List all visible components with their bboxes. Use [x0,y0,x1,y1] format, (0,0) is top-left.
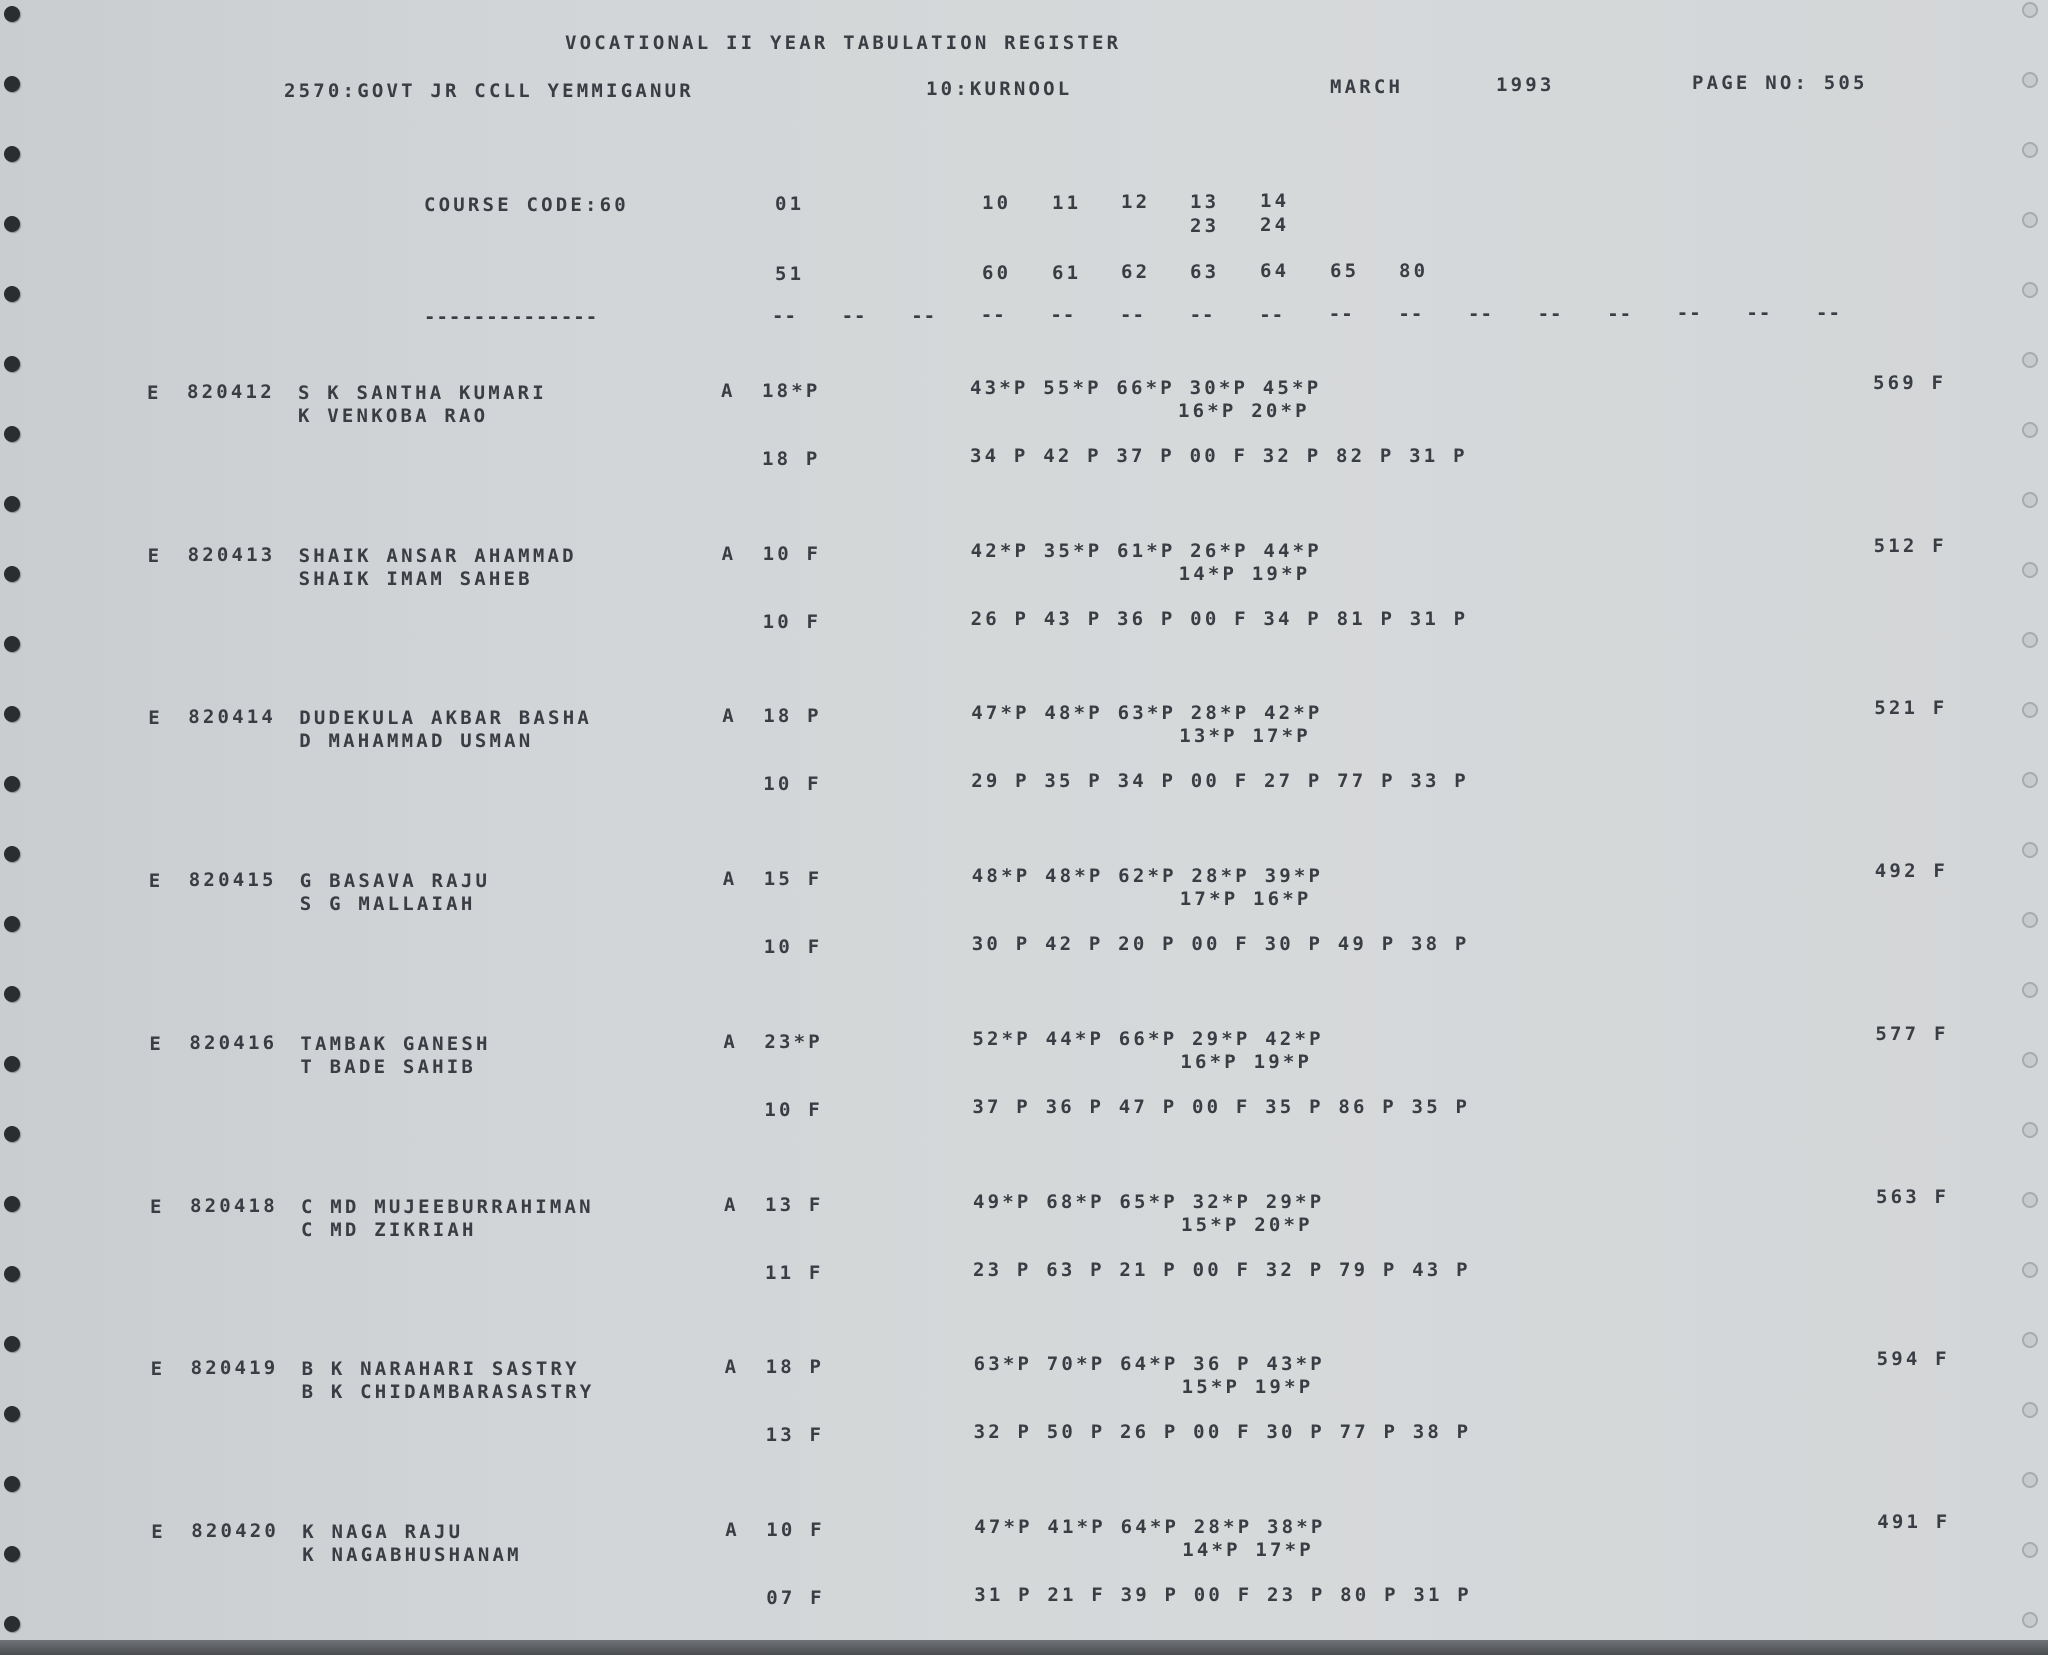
group-code: A [721,542,737,565]
feed-hole [4,6,20,22]
name-column-rule: -------------- [424,306,599,328]
father-name: K VENKOBA RAO [298,405,489,427]
father-name: SHAIK IMAM SAHEB [298,567,533,590]
feed-hole [4,776,20,792]
exam-flag: E [150,1358,166,1381]
second-year-mark: 07 F [766,1586,825,1609]
feed-hole [4,426,20,442]
col-code: 12 [1121,191,1151,213]
col-code: 80 [1399,260,1429,282]
feed-hole [2022,422,2038,438]
feed-hole [4,1476,20,1492]
col-code: 62 [1121,261,1151,283]
hall-ticket-number: 820413 [187,543,276,566]
feed-hole [2022,702,2038,718]
feed-hole [2022,352,2038,368]
student-name: G BASAVA RAJU [299,870,491,893]
father-name: S G MALLAIAH [299,893,476,916]
exam-month: MARCH [1330,76,1404,98]
feed-hole [4,1616,20,1632]
hall-ticket-number: 820416 [189,1031,278,1054]
feed-hole [2022,1472,2038,1488]
feed-hole [2022,1122,2038,1138]
column-rule: -- [1120,304,1145,326]
subject-marks: 43*P 55*P 66*P 30*P 45*P [970,377,1322,399]
feed-hole [4,356,20,372]
exam-flag: E [150,1195,165,1218]
practical-marks: 37 P 36 P 47 P 00 F 35 P 86 P 35 P [972,1095,1471,1118]
feed-hole [4,846,20,862]
feed-hole [4,1196,20,1212]
practical-marks: 31 P 21 F 39 P 00 F 23 P 80 P 31 P [974,1583,1472,1606]
practical-marks: 26 P 43 P 36 P 00 F 34 P 81 P 31 P [970,607,1469,630]
tractor-feed-holes-right [2010,0,2040,1640]
total-result: 569 F [1873,372,1947,394]
practical-marks: 29 P 35 P 34 P 00 F 27 P 77 P 33 P [971,770,1469,793]
feed-hole [4,916,20,932]
first-year-mark: 23*P [764,1030,823,1053]
feed-hole [2022,1612,2038,1628]
subject-marks: 47*P 48*P 63*P 28*P 42*P [971,702,1323,725]
first-year-mark: 18 P [765,1356,825,1379]
first-year-mark: 10 F [766,1518,825,1541]
father-name: C MD ZIKRIAH [301,1218,477,1241]
feed-hole [2022,2,2038,18]
subject-marks-sub: 14*P 19*P [1178,562,1311,585]
feed-hole [4,566,20,582]
feed-hole [2022,632,2038,648]
feed-hole [4,1266,20,1282]
practical-marks: 34 P 42 P 37 P 00 F 32 P 82 P 31 P [970,445,1468,467]
hall-ticket-number: 820418 [190,1194,278,1217]
second-year-mark: 10 F [764,1098,823,1121]
column-rule: -- [980,304,1006,327]
feed-hole [2022,1402,2038,1418]
feed-hole [2022,142,2038,158]
exam-flag: E [148,707,163,730]
col-code: 01 [775,193,805,215]
college-name: 2570:GOVT JR CCLL YEMMIGANUR [284,80,694,102]
group-code: A [723,1030,739,1053]
subject-marks: 63*P 70*P 64*P 36 P 43*P [973,1353,1325,1376]
hall-ticket-number: 820414 [188,706,277,729]
subject-marks-sub: 15*P 20*P [1181,1213,1313,1236]
hall-ticket-number: 820420 [191,1519,280,1542]
feed-hole [2022,1332,2038,1348]
subject-marks-sub: 16*P 19*P [1180,1050,1313,1073]
feed-hole [4,216,20,232]
student-name: TAMBAK GANESH [300,1032,491,1055]
feed-hole [2022,282,2038,298]
feed-hole [2022,1542,2038,1558]
hall-ticket-number: 820412 [187,381,275,403]
student-name: C MD MUJEEBURRAHIMAN [301,1195,594,1218]
total-result: 491 F [1877,1510,1951,1533]
second-year-mark: 10 F [763,936,823,959]
subject-marks-sub: 15*P 19*P [1181,1376,1314,1399]
col-code: 65 [1330,260,1360,282]
subject-marks: 47*P 41*P 64*P 28*P 38*P [974,1515,1326,1538]
first-year-mark: 18*P [762,380,821,402]
feed-hole [4,986,20,1002]
column-rule: -- [1676,302,1702,325]
column-rule: -- [1816,302,1841,324]
second-year-mark: 10 F [763,773,822,796]
column-rule: -- [841,304,867,327]
feed-hole [4,496,20,512]
hall-ticket-number: 820415 [188,869,277,892]
practical-marks: 30 P 42 P 20 P 00 F 30 P 49 P 38 P [971,933,1470,956]
column-rule: -- [1537,302,1563,325]
feed-hole [4,1336,20,1352]
course-code: COURSE CODE:60 [424,194,629,216]
exam-year: 1993 [1496,74,1555,96]
feed-hole [4,1126,20,1142]
feed-hole [4,1056,20,1072]
practical-marks: 23 P 63 P 21 P 00 F 32 P 79 P 43 P [973,1258,1471,1281]
subject-marks-sub: 17*P 16*P [1179,888,1312,911]
hall-ticket-number: 820419 [190,1357,279,1380]
feed-hole [2022,212,2038,228]
feed-hole [4,146,20,162]
feed-hole [4,1546,20,1562]
column-rule: -- [1189,303,1215,326]
student-name: DUDEKULA AKBAR BASHA [299,707,592,730]
col-code: 14 [1260,190,1290,212]
second-year-mark: 11 F [765,1261,824,1284]
total-result: 577 F [1875,1022,1949,1045]
second-year-mark: 10 F [762,610,822,633]
student-name: S K SANTHA KUMARI [298,382,547,404]
feed-hole [2022,562,2038,578]
col-code: 24 [1260,214,1290,236]
feed-hole [2022,492,2038,508]
group-code: A [724,1356,740,1379]
feed-hole [4,286,20,302]
subject-marks: 52*P 44*P 66*P 29*P 42*P [972,1027,1324,1050]
district-name: 10:KURNOOL [926,78,1073,100]
exam-flag: E [147,544,163,567]
group-code: A [722,868,738,891]
col-code: 51 [775,263,805,285]
col-code: 64 [1260,260,1290,282]
feed-hole [4,1406,20,1422]
register-title: VOCATIONAL II YEAR TABULATION REGISTER [565,32,1122,54]
first-year-mark: 13 F [765,1193,824,1216]
exam-flag: E [151,1520,166,1543]
col-code: 60 [982,262,1012,284]
student-name: SHAIK ANSAR AHAMMAD [298,544,577,567]
subject-marks: 49*P 68*P 65*P 32*P 29*P [973,1190,1325,1213]
column-rule: -- [911,304,937,327]
group-code: A [725,1518,740,1541]
column-rule: -- [772,305,797,327]
subject-marks-sub: 14*P 17*P [1182,1538,1314,1561]
subject-marks-sub: 16*P 20*P [1178,400,1310,422]
father-name: B K CHIDAMBARASASTRY [301,1381,595,1404]
father-name: D MAHAMMAD USMAN [299,730,534,753]
total-result: 563 F [1876,1185,1950,1208]
group-code: A [721,380,736,402]
column-rule: -- [1328,303,1354,326]
total-result: 521 F [1874,697,1948,720]
column-rule: -- [1259,303,1285,326]
total-result: 594 F [1876,1348,1950,1371]
subject-marks: 48*P 48*P 62*P 28*P 39*P [971,865,1324,888]
col-code: 61 [1052,262,1082,284]
feed-hole [2022,842,2038,858]
column-rule: -- [1746,302,1772,325]
exam-flag: E [149,1032,165,1055]
col-code: 13 [1190,191,1220,213]
feed-hole [2022,1192,2038,1208]
student-name: B K NARAHARI SASTRY [301,1358,580,1381]
feed-hole [2022,1052,2038,1068]
student-name: K NAGA RAJU [302,1520,464,1543]
second-year-mark: 18 P [762,448,821,470]
total-result: 492 F [1874,860,1948,883]
page-number: PAGE NO: 505 [1692,72,1868,94]
feed-hole [2022,772,2038,788]
father-name: K NAGABHUSHANAM [302,1543,522,1566]
column-rule: -- [1398,303,1424,326]
second-year-mark: 13 F [765,1424,825,1447]
practical-marks: 32 P 50 P 26 P 00 F 30 P 77 P 38 P [973,1421,1472,1444]
feed-hole [2022,912,2038,928]
exam-flag: E [148,870,164,893]
col-code: 63 [1190,261,1220,283]
father-name: T BADE SAHIB [300,1055,477,1078]
group-code: A [724,1193,739,1216]
tractor-feed-holes-left [0,0,30,1640]
col-code: 11 [1052,192,1082,214]
col-code: 23 [1190,215,1220,237]
first-year-mark: 18 P [763,705,822,728]
col-code: 10 [982,192,1012,214]
feed-hole [4,706,20,722]
feed-hole [2022,982,2038,998]
feed-hole [2022,1262,2038,1278]
feed-hole [2022,72,2038,88]
first-year-mark: 15 F [763,868,823,891]
table-edge [0,1640,2048,1655]
column-rule: -- [1607,302,1633,325]
total-result: 512 F [1873,534,1947,557]
subject-marks: 42*P 35*P 61*P 26*P 44*P [970,539,1322,562]
exam-flag: E [147,382,162,404]
feed-hole [4,636,20,652]
feed-hole [4,76,20,92]
column-rule: -- [1468,303,1493,325]
column-rule: -- [1050,304,1076,327]
subject-marks-sub: 13*P 17*P [1179,725,1311,748]
first-year-mark: 10 F [762,542,822,565]
group-code: A [722,705,737,728]
